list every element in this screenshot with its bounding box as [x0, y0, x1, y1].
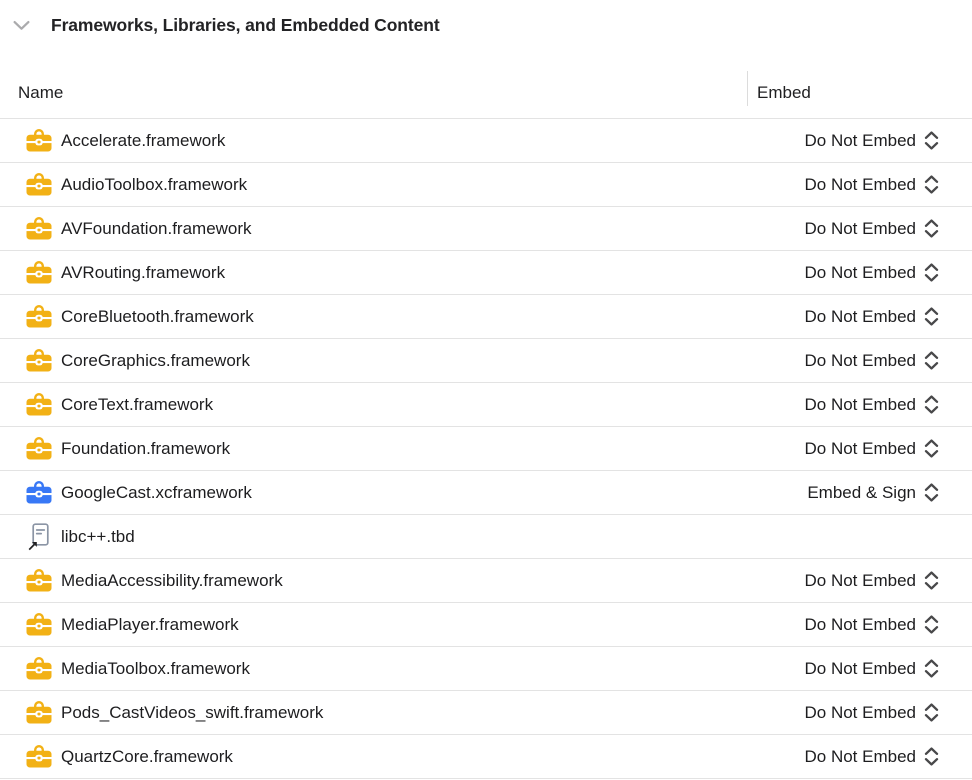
chevron-up-down-icon	[924, 175, 939, 194]
framework-toolbox-icon	[26, 215, 52, 243]
embed-popup[interactable]	[805, 131, 940, 151]
embed-popup[interactable]	[805, 747, 940, 767]
chevron-up-down-icon	[924, 483, 939, 502]
chevron-up-down-icon	[924, 703, 939, 722]
chevron-up-down-icon	[924, 659, 939, 678]
frameworks-table	[0, 118, 972, 779]
embed-popup[interactable]	[805, 439, 940, 459]
chevron-up-down-icon	[924, 351, 939, 370]
column-header-name: Name	[18, 83, 64, 102]
embed-popup[interactable]	[805, 571, 940, 591]
framework-toolbox-icon	[26, 391, 52, 419]
framework-row[interactable]	[0, 382, 972, 426]
embed-popup[interactable]	[805, 175, 940, 195]
framework-row[interactable]	[0, 690, 972, 734]
embed-popup[interactable]	[805, 659, 940, 679]
chevron-up-down-icon	[924, 307, 939, 326]
embed-popup[interactable]	[805, 395, 940, 415]
framework-name: CoreBluetooth.framework	[61, 306, 254, 326]
framework-name: GoogleCast.xcframework	[61, 482, 252, 502]
chevron-up-down-icon	[924, 131, 939, 150]
framework-name: MediaToolbox.framework	[61, 658, 250, 678]
embed-popup[interactable]	[805, 615, 940, 635]
framework-row[interactable]	[0, 162, 972, 206]
embed-value: Embed & Sign	[807, 482, 916, 502]
embed-value: Do Not Embed	[804, 746, 916, 766]
framework-name: MediaPlayer.framework	[61, 614, 239, 634]
chevron-up-down-icon	[924, 615, 939, 634]
framework-name: QuartzCore.framework	[61, 746, 233, 766]
framework-row[interactable]	[0, 470, 972, 514]
framework-toolbox-icon	[26, 743, 52, 771]
framework-row[interactable]	[0, 250, 972, 294]
xcframework-toolbox-icon	[26, 479, 52, 507]
framework-name: AVRouting.framework	[61, 262, 226, 282]
framework-name: Foundation.framework	[61, 438, 231, 458]
embed-value: Do Not Embed	[804, 438, 916, 458]
chevron-up-down-icon	[924, 747, 939, 766]
embed-value: Do Not Embed	[804, 350, 916, 370]
chevron-up-down-icon	[924, 571, 939, 590]
embed-value: Do Not Embed	[804, 658, 916, 678]
chevron-up-down-icon	[924, 219, 939, 238]
embed-popup[interactable]	[807, 483, 939, 503]
embed-popup[interactable]	[805, 263, 940, 283]
framework-toolbox-icon	[26, 611, 52, 639]
chevron-up-down-icon	[924, 263, 939, 282]
embed-value: Do Not Embed	[804, 262, 916, 282]
framework-name: Accelerate.framework	[61, 130, 226, 150]
framework-row[interactable]	[0, 426, 972, 470]
framework-name: AudioToolbox.framework	[61, 174, 248, 194]
column-headers	[0, 68, 972, 118]
framework-name: libc++.tbd	[61, 526, 135, 546]
framework-toolbox-icon	[26, 435, 52, 463]
framework-name: CoreGraphics.framework	[61, 350, 250, 370]
embed-value: Do Not Embed	[804, 570, 916, 590]
framework-name: MediaAccessibility.framework	[61, 570, 283, 590]
framework-name: AVFoundation.framework	[61, 218, 252, 238]
framework-row[interactable]	[0, 602, 972, 646]
framework-name: Pods_CastVideos_swift.framework	[61, 702, 324, 722]
framework-name: CoreText.framework	[61, 394, 214, 414]
chevron-up-down-icon	[924, 439, 939, 458]
disclosure-chevron-down-icon[interactable]	[13, 20, 30, 31]
framework-row[interactable]	[0, 646, 972, 690]
framework-toolbox-icon	[26, 171, 52, 199]
framework-row[interactable]	[0, 734, 972, 778]
framework-toolbox-icon	[26, 303, 52, 331]
framework-row[interactable]	[0, 118, 972, 162]
embed-popup[interactable]	[805, 703, 940, 723]
framework-row[interactable]	[0, 206, 972, 250]
framework-toolbox-icon	[26, 127, 52, 155]
embed-popup[interactable]	[805, 219, 940, 239]
section-header	[0, 0, 972, 37]
framework-toolbox-icon	[26, 347, 52, 375]
embed-value: Do Not Embed	[804, 174, 916, 194]
embed-value: Do Not Embed	[804, 306, 916, 326]
embed-value: Do Not Embed	[804, 218, 916, 238]
tbd-document-reference-icon	[26, 523, 52, 551]
embed-value: Do Not Embed	[804, 614, 916, 634]
embed-popup[interactable]	[805, 307, 940, 327]
framework-toolbox-icon	[26, 699, 52, 727]
framework-row[interactable]	[0, 338, 972, 382]
column-header-embed: Embed	[757, 83, 811, 102]
embed-value: Do Not Embed	[804, 130, 916, 150]
framework-row[interactable]	[0, 558, 972, 602]
section-title: Frameworks, Libraries, and Embedded Content	[51, 14, 440, 35]
framework-toolbox-icon	[26, 655, 52, 683]
embed-value: Do Not Embed	[804, 702, 916, 722]
framework-toolbox-icon	[26, 567, 52, 595]
chevron-up-down-icon	[924, 395, 939, 414]
framework-row[interactable]	[0, 514, 972, 558]
embed-value: Do Not Embed	[804, 394, 916, 414]
column-divider	[747, 71, 748, 106]
framework-row[interactable]	[0, 294, 972, 338]
embed-popup[interactable]	[805, 351, 940, 371]
framework-toolbox-icon	[26, 259, 52, 287]
